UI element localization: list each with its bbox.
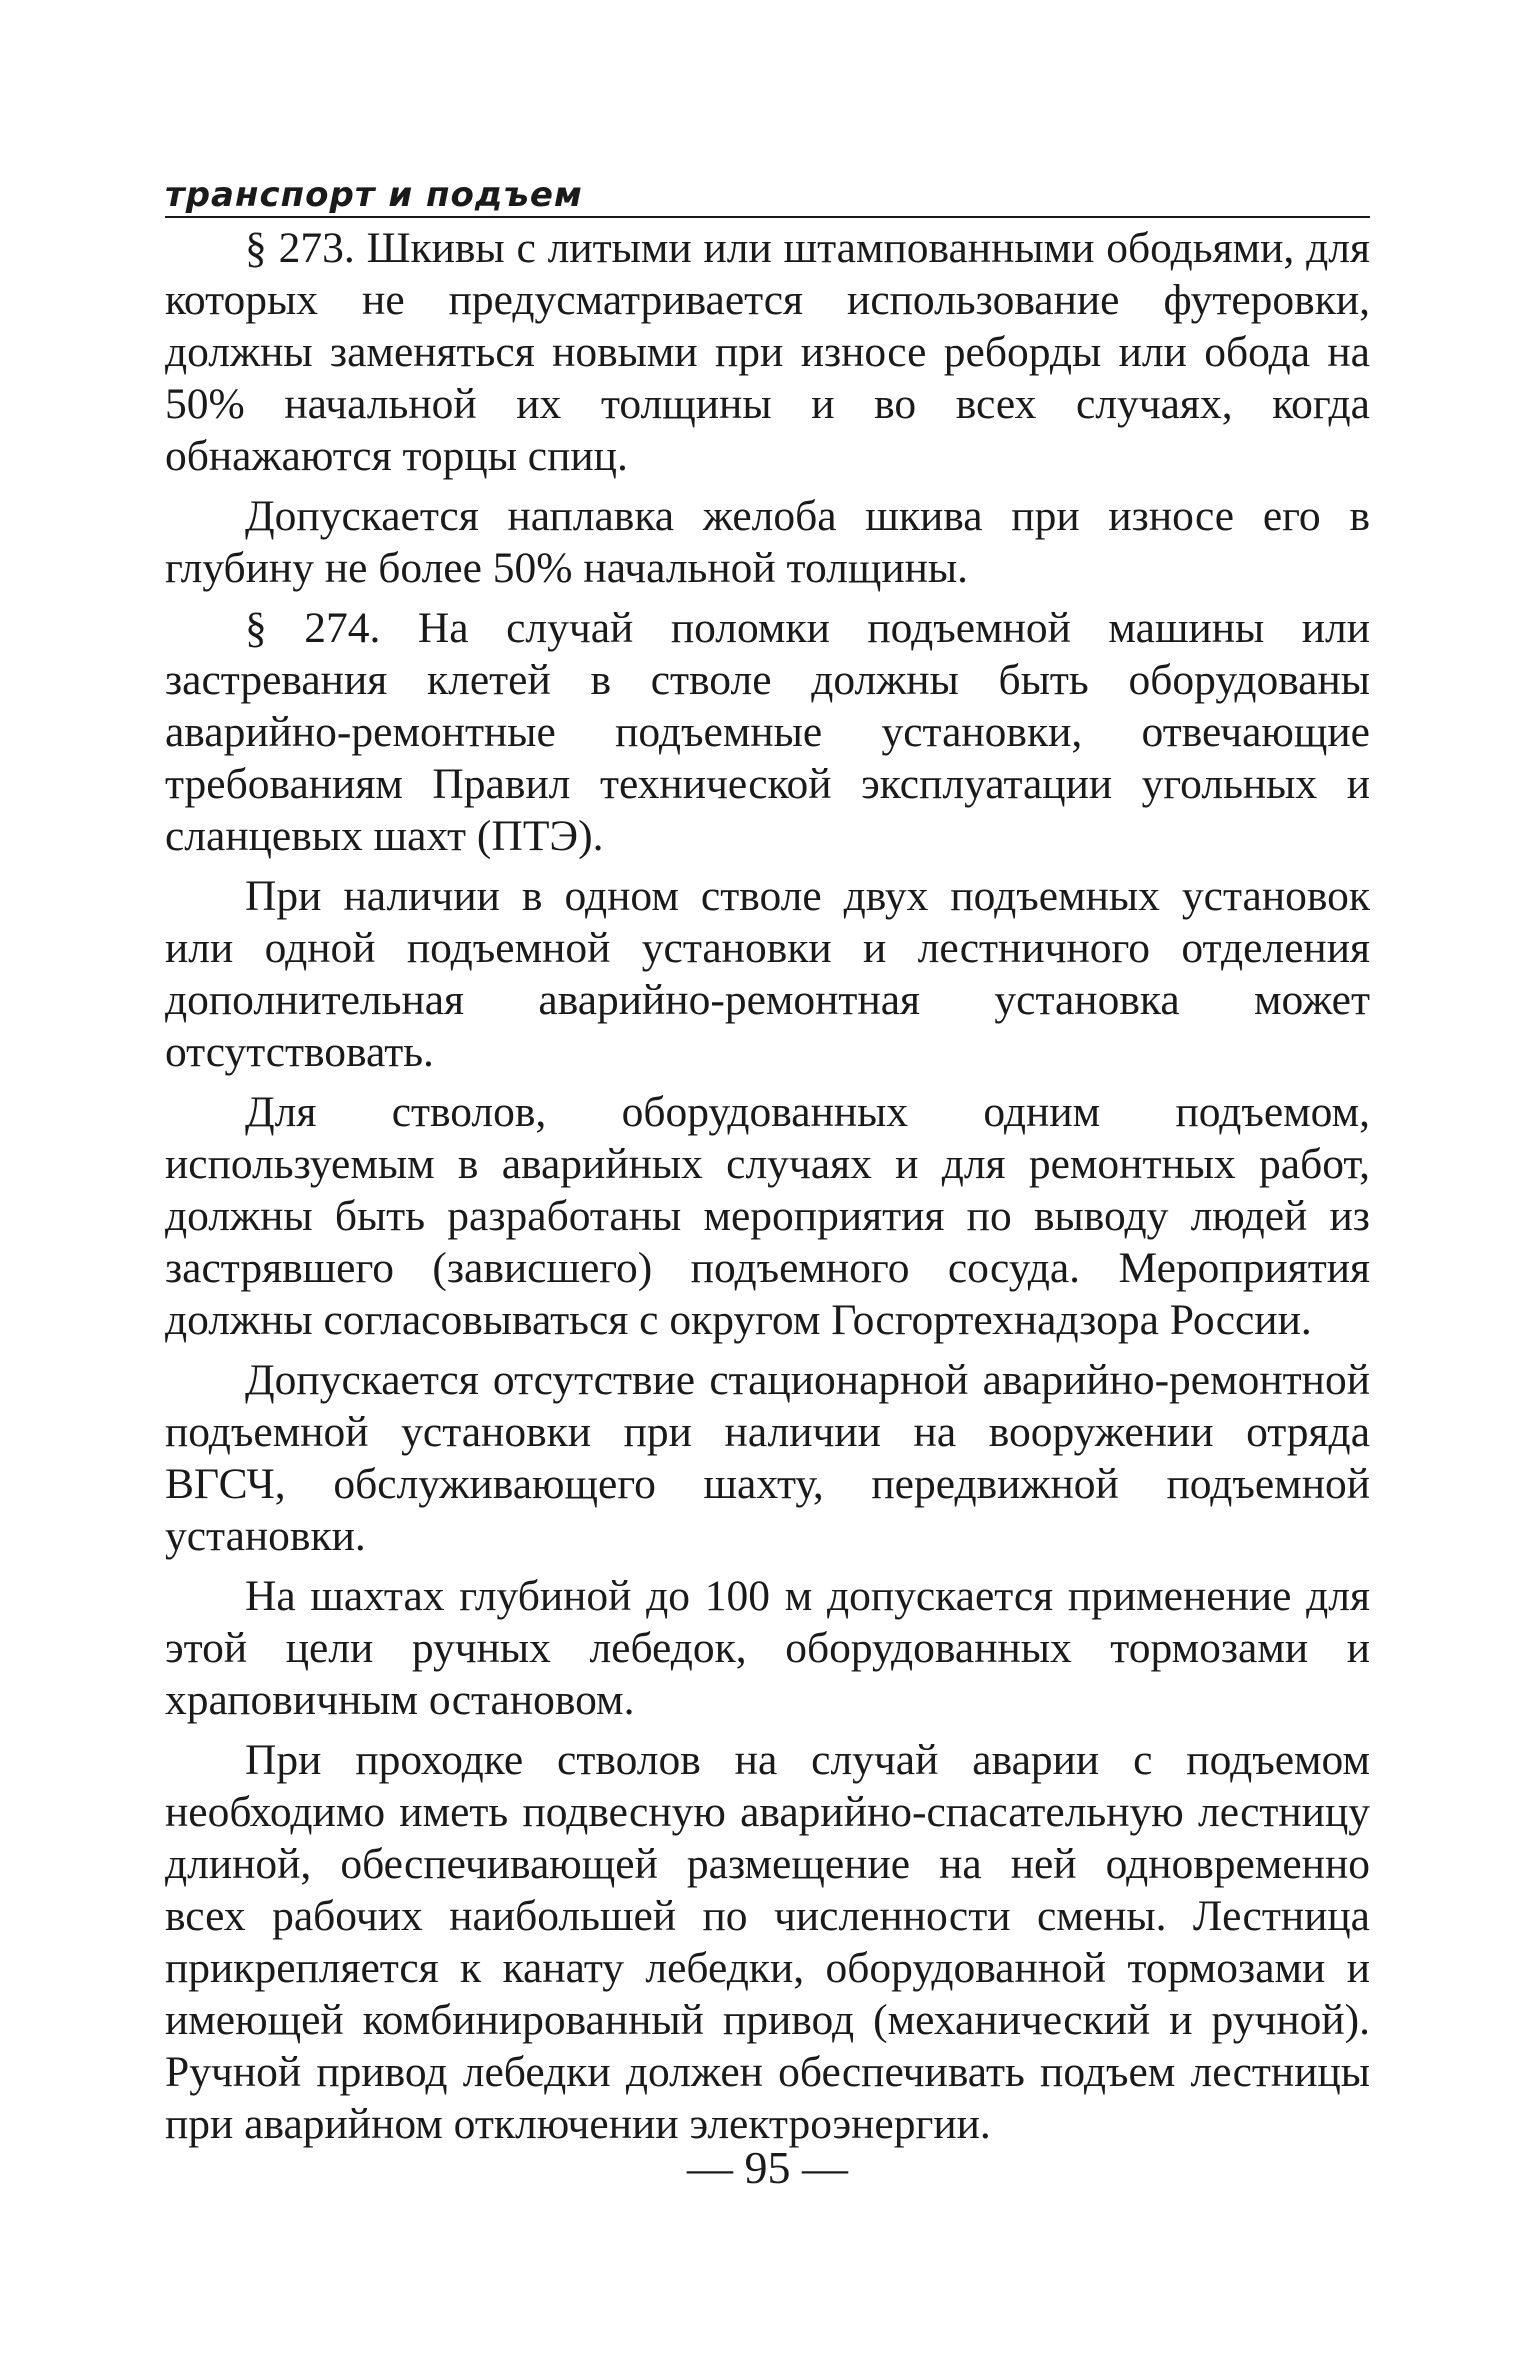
running-head xyxy=(165,148,1370,218)
body-text xyxy=(165,222,1370,2150)
page-number: — 95 — xyxy=(687,2142,848,2193)
running-head-title: транспорт и подъем xyxy=(165,175,583,215)
paragraph-single-hoist-shafts: Для стволов, оборудованных одним подъемом, используемым в аварийных случаях и для ремонтных работ, должны быть разработаны мероприятия по выводу людей из застрявшего (зависшего) подъемного сосуда. Мероприятия должны согласовываться с округом Госгортехнадзора России. xyxy=(165,1088,1370,1344)
paragraph-section-273: § 273. Шкивы с литыми или штампованными ободьями, для которых не предусматривается использование футеровки, должны заменяться новыми при износе реборды или обода на 50% начальной их толщины и во всех случаях, когда обнажаются торцы спиц. xyxy=(165,224,1370,480)
paragraph-mobile-hoist: Допускается отсутствие стационарной аварийно-ремонтной подъемной установки при наличии на вооружении отряда ВГСЧ, обслуживающего шахту, передвижной подъемной установки. xyxy=(165,1356,1370,1560)
paragraph-two-hoists: При наличии в одном стволе двух подъемных установок или одной подъемной установки и лестничного отделения дополнительная аварийно-ремонтная установка может отсутствовать. xyxy=(165,872,1370,1076)
paragraph-section-274: § 274. На случай поломки подъемной машины или застревания клетей в стволе должны быть оборудованы аварийно-ремонтные подъемные установки, отвечающие требованиям Правил технической эксплуатации угольных и сланцевых шахт (ПТЭ). xyxy=(165,604,1370,860)
paragraph-hand-winches: На шахтах глубиной до 100 м допускается применение для этой цели ручных лебедок, оборудованных тормозами и храповичным остановом. xyxy=(165,1572,1370,1724)
paragraph-rescue-ladder: При проходке стволов на случай аварии с подъемом необходимо иметь подвесную аварийно-спасательную лестницу длиной, обеспечивающей размещение на ней одновременно всех рабочих наибольшей по численности смены. Лестница прикрепляется к канату лебедки, оборудованной тормозами и имеющей комбинированный привод (механический и ручной). Ручной привод лебедки должен обеспечивать подъем лестницы при аварийном отключении электроэнергии. xyxy=(165,1736,1370,2148)
paragraph-groove-welding: Допускается наплавка желоба шкива при износе его в глубину не более 50% начальной толщины. xyxy=(165,492,1370,592)
